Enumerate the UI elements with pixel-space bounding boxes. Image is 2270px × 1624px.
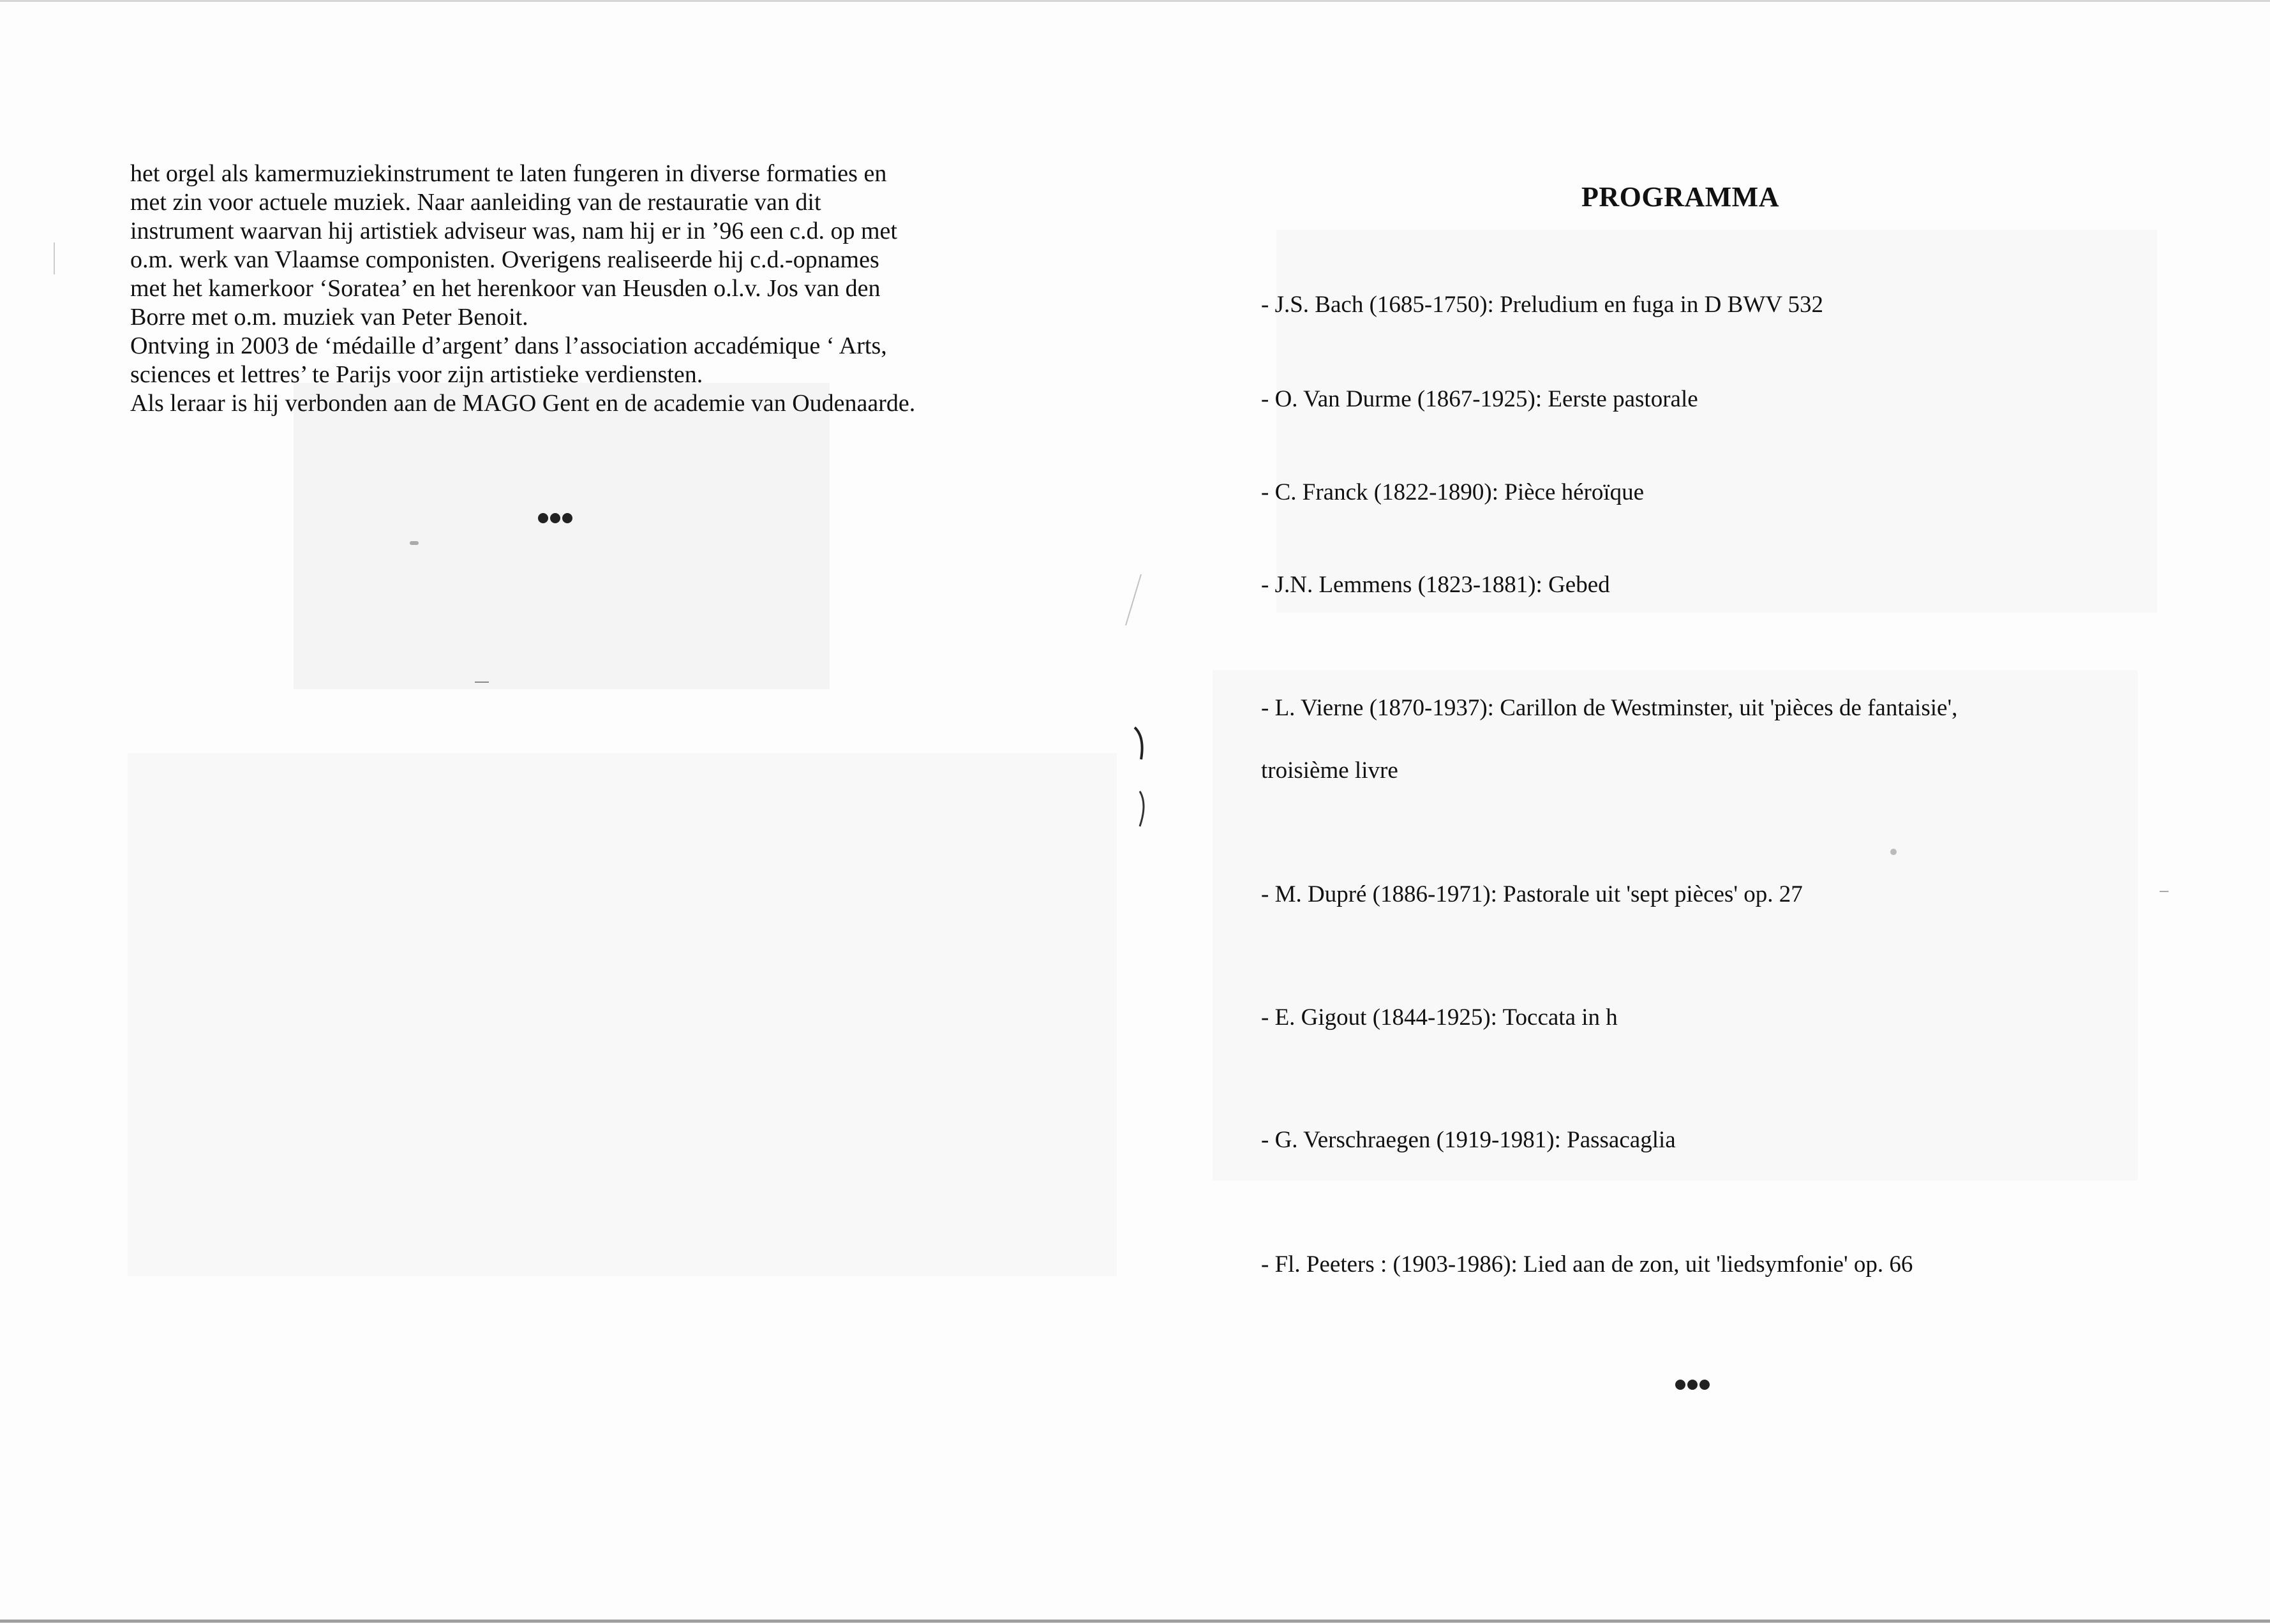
dot-ornament: [538, 513, 548, 523]
program-item: - C. Franck (1822-1890): Pièce héroïque: [1261, 479, 1645, 505]
dot-ornament: [550, 513, 560, 523]
biography-text: [130, 160, 1011, 418]
bio-line: instrument waarvan hij artistiek adviseur was, nam hij er in ’96 een c.d. op met: [130, 218, 897, 244]
bio-line: Ontving in 2003 de ‘médaille d’argent’ dans l’association accadémique ‘ Arts,: [130, 332, 887, 359]
program-item: - J.S. Bach (1685-1750): Preludium en fuga in D BWV 532: [1261, 292, 1824, 318]
dot-ornament: [1675, 1380, 1685, 1390]
dot-ornament: [1687, 1380, 1698, 1390]
program-item: - Fl. Peeters : (1903-1986): Lied aan de zon, uit 'liedsymfonie' op. 66: [1261, 1251, 1913, 1278]
section-end-dots: [1675, 1380, 1710, 1390]
bio-line: sciences et lettres’ te Parijs voor zijn artistieke verdiensten.: [130, 361, 703, 388]
dot-ornament: [562, 513, 572, 523]
scan-speck: [410, 541, 419, 545]
bio-line: Borre met o.m. muziek van Peter Benoit.: [130, 304, 528, 331]
program-item: - E. Gigout (1844-1925): Toccata in h: [1261, 1004, 1618, 1031]
dot-ornament: [1699, 1380, 1710, 1390]
bio-line: o.m. werk van Vlaamse componisten. Overigens realiseerde hij c.d.-opnames: [130, 246, 879, 273]
bio-line: het orgel als kamermuziekinstrument te laten fungeren in diverse formaties en: [130, 160, 887, 187]
program-item: - G. Verschraegen (1919-1981): Passacaglia: [1261, 1127, 1676, 1153]
program-item: - L. Vierne (1870-1937): Carillon de Westminster, uit 'pièces de fantaisie',: [1261, 695, 1958, 721]
bio-line: Als leraar is hij verbonden aan de MAGO Gent en de academie van Oudenaarde.: [130, 390, 916, 417]
scan-speck: [54, 242, 55, 274]
scan-speck: [2160, 891, 2169, 892]
scan-speck: [475, 682, 489, 683]
program-item: - J.N. Lemmens (1823-1881): Gebed: [1261, 572, 1610, 598]
bio-line: met zin voor actuele muziek. Naar aanleiding van de restauratie van dit: [130, 189, 821, 216]
scan-edge-bottom: [0, 1620, 2270, 1623]
program-item-continuation: troisième livre: [1261, 757, 1398, 784]
bio-line: met het kamerkoor ‘Soratea’ en het herenkoor van Heusden o.l.v. Jos van den: [130, 275, 881, 302]
program-item: - O. Van Durme (1867-1925): Eerste pastorale: [1261, 386, 1698, 412]
section-end-dots: [538, 513, 572, 523]
scan-speck: [1890, 849, 1897, 855]
program-item: - M. Dupré (1886-1971): Pastorale uit 'sept pièces' op. 27: [1261, 881, 1803, 907]
program-title: PROGRAMMA: [1581, 181, 1779, 213]
